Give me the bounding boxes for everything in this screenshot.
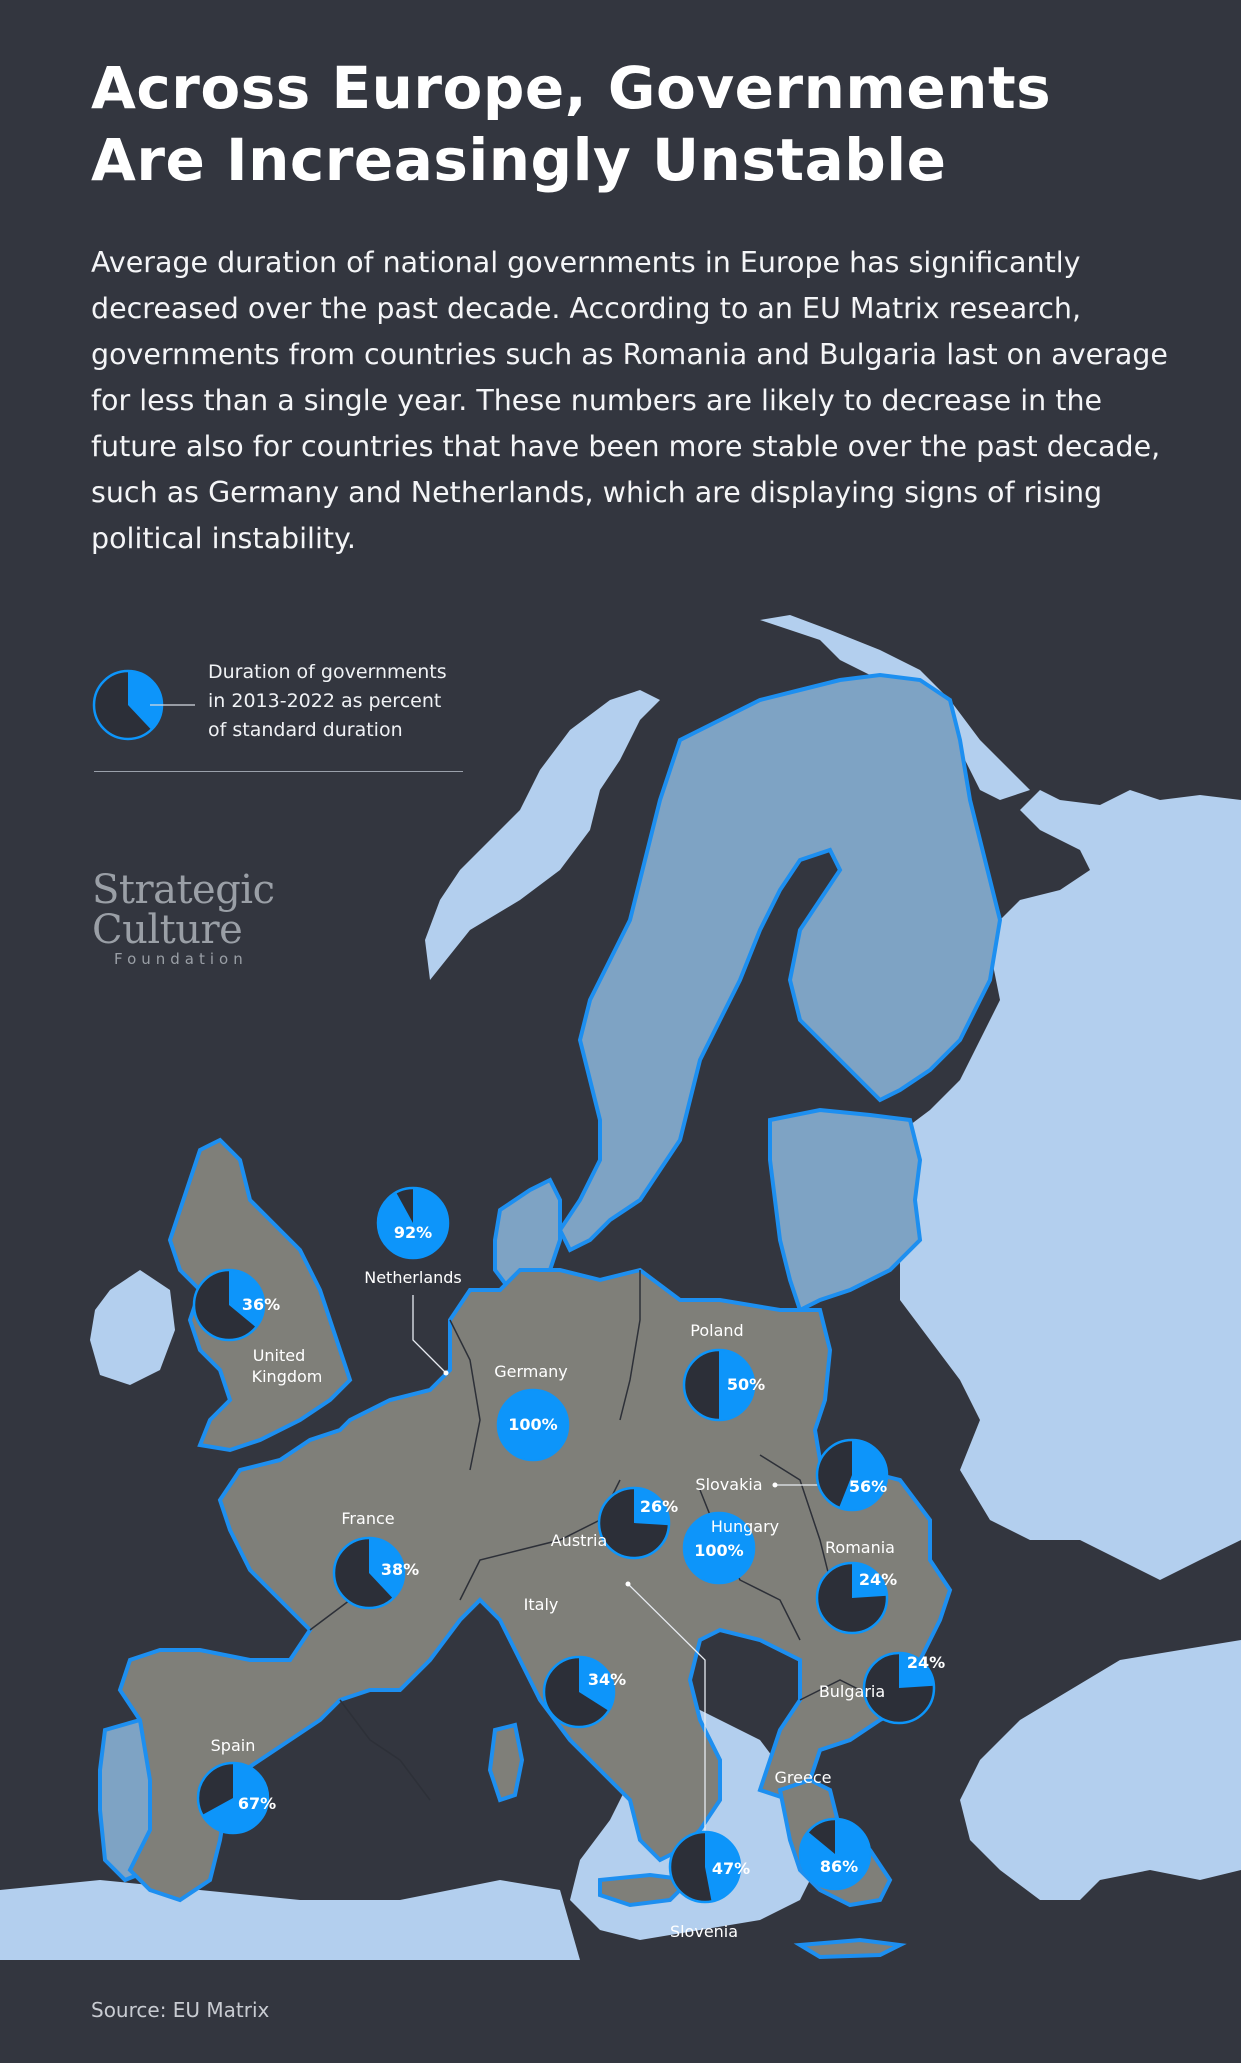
united-kingdom-country-label-line: United <box>252 1346 306 1365</box>
germany-country-label: Germany <box>494 1362 568 1381</box>
source-credit: Source: EU Matrix <box>91 1998 270 2022</box>
greece-pie <box>800 1819 870 1889</box>
page-title <box>91 52 1191 196</box>
austria-percent-label: 26% <box>639 1497 679 1516</box>
legend-line-1: Duration of governments <box>208 661 447 683</box>
greece-percent-label: 86% <box>819 1857 859 1876</box>
legend-divider <box>94 771 463 772</box>
slovakia-percent-label: 56% <box>848 1477 888 1496</box>
title-line-1: Across Europe, Governments <box>91 54 1052 122</box>
united-kingdom-country-label-line: Kingdom <box>251 1367 323 1386</box>
legend-line-2: in 2013-2022 as percent <box>208 690 442 712</box>
logo-line-1: Strategic <box>92 867 275 913</box>
netherlands-percent-label: 92% <box>393 1223 433 1242</box>
netherlands-dot <box>444 1371 449 1376</box>
strategic-culture-logo <box>92 867 312 968</box>
description-paragraph: Average duration of national governments in Europe has significantly decreased over the past decade. According to an EU Matrix research, governments from countries such as Romania and Bulgaria last on average for less than a single year. These numbers are likely to decrease in the future also for countries that have been more stable over the past decade, such as Germany and Netherlands, which are displaying signs of rising political instability. <box>91 246 1168 555</box>
germany-percent-label: 100% <box>508 1415 558 1434</box>
spain-percent-label: 67% <box>237 1794 277 1813</box>
slovakia-country-label: Slovakia <box>695 1475 763 1494</box>
bulgaria-country-label: Bulgaria <box>818 1682 886 1701</box>
france-country-label: France <box>341 1509 395 1528</box>
slovakia-dot <box>773 1483 778 1488</box>
italy-country-label: Italy <box>523 1595 559 1614</box>
austria-country-label: Austria <box>550 1531 608 1550</box>
slovenia-country-label: Slovenia <box>669 1922 739 1941</box>
sardinia-shape <box>490 1725 522 1800</box>
italy-pie <box>544 1657 614 1727</box>
romania-percent-label: 24% <box>858 1570 898 1589</box>
crete-shape <box>800 1940 900 1957</box>
hungary-country-label: Hungary <box>710 1517 780 1536</box>
legend-text <box>208 658 468 745</box>
poland-country-label: Poland <box>690 1321 744 1340</box>
slovenia-dot <box>626 1582 631 1587</box>
greece-country-label: Greece <box>774 1768 832 1787</box>
italy-percent-label: 34% <box>587 1670 627 1689</box>
bulgaria-percent-label: 24% <box>906 1653 946 1672</box>
netherlands-country-label: Netherlands <box>364 1268 462 1287</box>
europe-map <box>0 600 1241 1963</box>
united-kingdom-percent-label: 36% <box>241 1295 281 1314</box>
spain-country-label: Spain <box>210 1736 256 1755</box>
france-percent-label: 38% <box>380 1560 420 1579</box>
slovenia-percent-label: 47% <box>711 1859 751 1878</box>
legend-line-3: of standard duration <box>208 719 403 741</box>
slovakia-pie <box>817 1440 887 1510</box>
romania-country-label: Romania <box>825 1538 895 1557</box>
hungary-percent-label: 100% <box>694 1541 744 1560</box>
logo-line-3: Foundation <box>114 950 248 968</box>
poland-percent-label: 50% <box>726 1375 766 1394</box>
logo-line-2: Culture <box>92 907 243 953</box>
title-line-2: Are Increasingly Unstable <box>91 126 947 194</box>
